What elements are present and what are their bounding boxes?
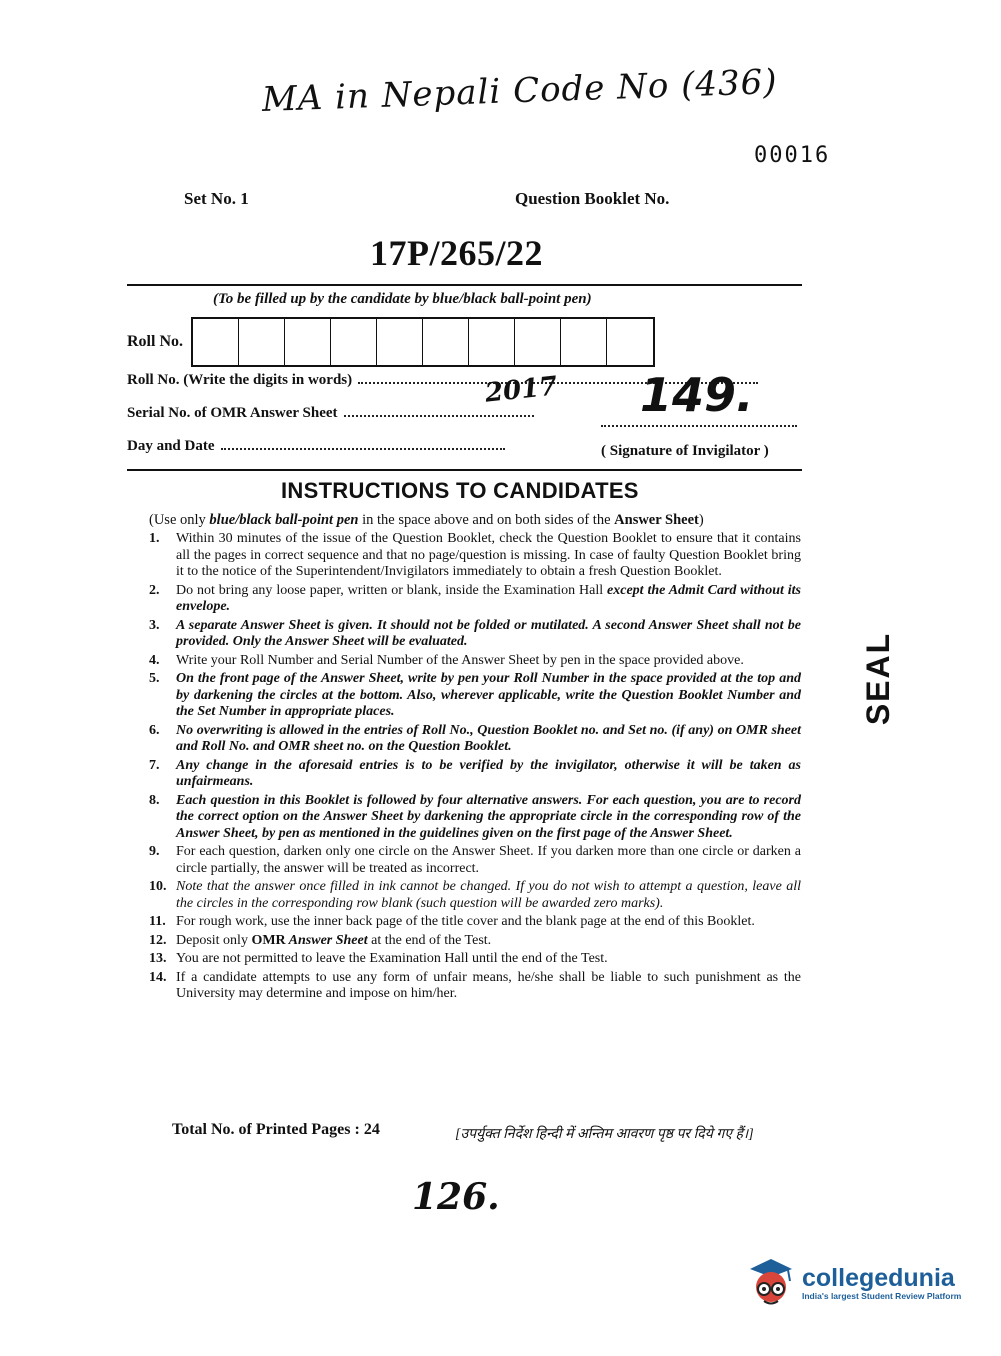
instructions-heading: INSTRUCTIONS TO CANDIDATES [281,478,639,503]
instruction-number: 6. [149,722,160,738]
total-printed-pages: Total No. of Printed Pages : 24 [172,1121,380,1138]
instruction-emphasis: except the Admit Card without its envelope. [176,582,801,614]
intro-bold: Answer Sheet [614,512,699,528]
roll-digit-box[interactable] [515,319,561,365]
seal-label: SEAL [860,631,897,726]
hindi-instruction-note: [उपर्युक्त निर्देश हिन्दी में अन्तिम आवरण पृष्ठ पर दिये गए हैं।] [455,1127,754,1142]
instruction-text: For each question, darken only one circle on the Answer Sheet. If you darken more than one circle or darken a circle partially, the answer will be treated as incorrect. [176,844,801,876]
roll-digit-box[interactable] [239,319,285,365]
handwritten-bottom-number: 126. [412,1176,500,1218]
day-date-label: Day and Date [127,438,215,454]
booklet-serial-number: 00016 [754,143,831,168]
instruction-plain: Do not bring any loose paper, written or blank, inside the Examination Hall [176,582,608,598]
instructions-list [149,531,801,1005]
instruction-number: 8. [149,792,160,808]
instruction-item [149,844,801,877]
collegedunia-logo[interactable] [744,1252,969,1314]
instruction-number: 12. [149,932,167,948]
instruction-item [149,583,801,616]
instructions-intro [149,512,704,529]
instruction-number: 14. [149,969,167,985]
instruction-number: 9. [149,844,160,859]
roll-digit-box[interactable] [607,319,653,365]
instruction-bold: OMR [251,932,286,948]
instruction-text [176,933,801,950]
instruction-text: No overwriting is allowed in the entries of Roll No., Question Booklet no. and Set no. (if any) on OMR sheet and Roll No. and OMR sheet no. on the Question Booklet. [176,722,801,754]
invigilator-signature-label: ( Signature of Invigilator ) [601,443,769,459]
roll-digit-box[interactable] [285,319,331,365]
instruction-text: Each question in this Booklet is followed by four alternative answers. For each question, you are to record the correct option on the Answer Sheet by darkening the appropriate circle in the corresponding row of the Answer Sheet, by pen as mentioned in the guidelines given on the first page of the Answer Sheet. [176,792,801,841]
instruction-item [149,618,801,651]
omr-serial-label: Serial No. of OMR Answer Sheet [127,405,338,421]
roll-digit-box[interactable] [469,319,515,365]
instruction-number: 4. [149,652,160,668]
day-date-line[interactable] [221,447,505,450]
handwritten-omr-number: 149. [640,368,754,422]
instruction-number: 7. [149,757,160,773]
instruction-text: Within 30 minutes of the issue of the Question Booklet, check the Question Booklet to ensure that it contains all the pages in correct sequence and that no page/question is missing. In case of faulty Question Booklet bring it to the notice of the Superintendent/Invigilators immediately to obtain a fresh Question Booklet. [176,531,801,579]
set-number: Set No. 1 [184,189,249,208]
instruction-item [149,723,801,756]
instruction-item [149,951,801,968]
instruction-number: 3. [149,617,160,633]
roll-digit-box[interactable] [331,319,377,365]
top-divider [127,284,802,286]
roll-number-boxes[interactable] [191,317,655,367]
instruction-item [149,531,801,581]
roll-digit-box[interactable] [561,319,607,365]
handwritten-roll-words: 2017 [483,371,559,409]
instruction-item [149,793,801,843]
instruction-plain: at the end of the Test. [367,932,492,948]
roll-digit-box[interactable] [377,319,423,365]
fill-note: (To be filled up by the candidate by blue/black ball-point pen) [213,291,592,307]
intro-text: in the space above and on both sides of the [358,512,615,528]
instruction-number: 5. [149,671,160,686]
bottom-divider [127,469,802,471]
instruction-item [149,758,801,791]
instruction-text: You are not permitted to leave the Examination Hall until the end of the Test. [176,951,608,966]
instruction-text [176,583,801,616]
intro-text: (Use only [149,512,210,528]
instruction-text: If a candidate attempts to use any form of unfair means, he/she shall be liable to such punishment as the University may determine and impose on him/her. [176,969,801,1001]
roll-digit-box[interactable] [423,319,469,365]
instruction-number: 10. [149,879,167,894]
instruction-text: A separate Answer Sheet is given. It should not be folded or mutilated. A second Answer Sheet shall not be provided. Only the Answer Sheet will be evaluated. [176,617,801,649]
roll-words-label: Roll No. (Write the digits in words) [127,372,353,388]
logo-text [802,1265,961,1301]
instruction-plain: Deposit only [176,932,252,948]
instruction-text: For rough work, use the inner back page of the title cover and the blank page at the end of this Booklet. [176,914,755,929]
instruction-number: 13. [149,951,167,966]
handwritten-title: MA in Nepali Code No (436) [261,62,779,120]
instruction-item [149,879,801,912]
question-booklet-number: 17P/265/22 [370,233,543,273]
instruction-text: On the front page of the Answer Sheet, write by pen your Roll Number in the space provided at the top and by darkening the circles at the bottom. Also, wherever applicable, write the Question Booklet Number and the Set Number in appropriate places. [176,671,801,719]
instruction-item [149,970,801,1003]
instruction-text: Any change in the aforesaid entries is to be verified by the invigilator, otherwise it will be taken as unfairmeans. [176,757,801,789]
instruction-item [149,914,801,931]
instruction-number: 1. [149,531,160,546]
mascot-icon [744,1255,798,1311]
instruction-item [149,933,801,950]
logo-name: collegedunia [802,1264,955,1292]
instruction-item [149,671,801,721]
logo-tagline: India's largest Student Review Platform [802,1291,962,1301]
omr-serial-field[interactable] [127,405,534,422]
instruction-item [149,653,801,670]
intro-emphasis: blue/black ball-point pen [209,512,359,528]
omr-serial-line[interactable] [344,414,534,417]
instruction-number: 2. [149,582,160,598]
roll-number-label: Roll No. [127,333,183,350]
instruction-emphasis: Answer Sheet [285,932,368,948]
instruction-text: Note that the answer once filled in ink cannot be changed. If you do not wish to attempt a question, leave all the circles in the corresponding row blank (such question will be awarded zero marks). [176,879,801,911]
question-booklet-label: Question Booklet No. [515,189,670,208]
roll-digit-box[interactable] [193,319,239,365]
intro-text: ) [698,512,704,528]
instruction-number: 11. [149,914,166,929]
signature-line[interactable] [601,425,797,427]
instruction-text: Write your Roll Number and Serial Number of the Answer Sheet by pen in the space provided above. [176,652,744,668]
day-date-field[interactable] [127,438,505,455]
